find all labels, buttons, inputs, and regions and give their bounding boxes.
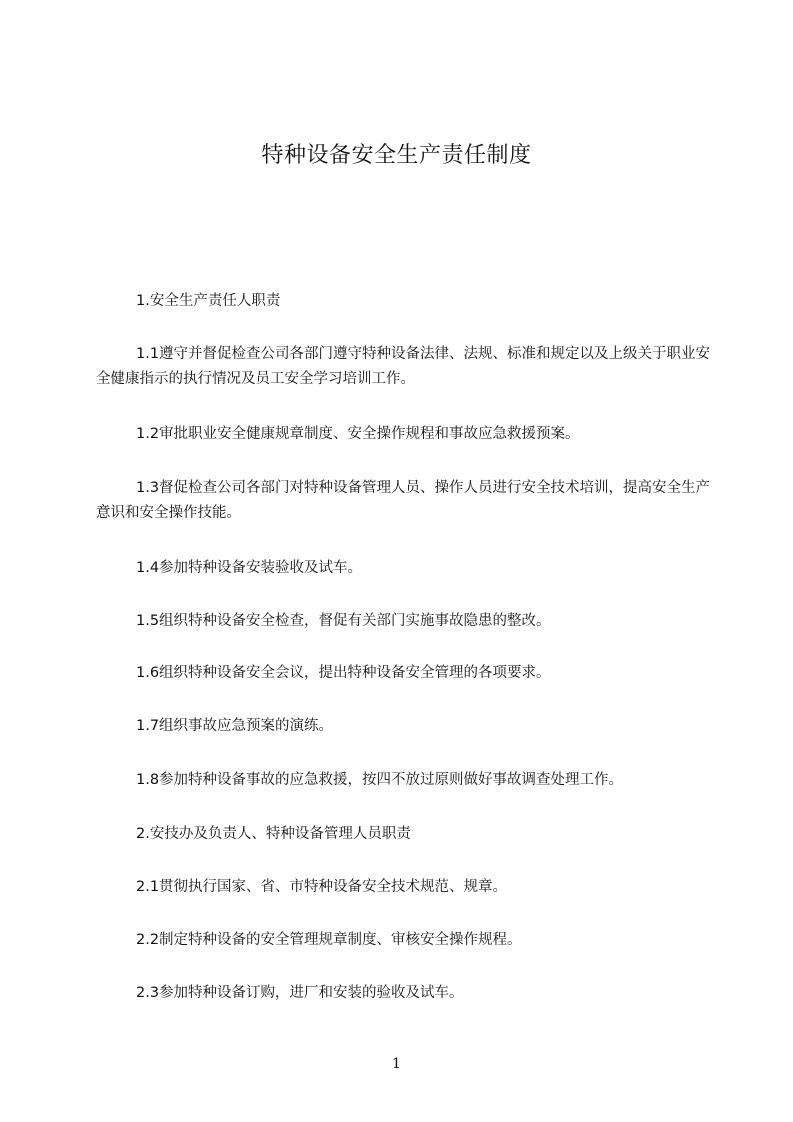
paragraph-1-8: 1.8参加特种设备事故的应急救援，按四不放过原则做好事故调查处理工作。 <box>136 772 624 788</box>
paragraph-1-2: 1.2审批职业安全健康规章制度、安全操作规程和事故应急救援预案。 <box>136 426 580 442</box>
paragraph-1-3: 1.3督促检查公司各部门对特种设备管理人员、操作人员进行安全技术培训，提高安全生产意识和安全操作技能。 <box>96 480 711 521</box>
paragraph-1-1: 1.1遵守并督促检查公司各部门遵守特种设备法律、法规、标准和规定以及上级关于职业安全健康指示的执行情况及员工安全学习培训工作。 <box>96 346 711 387</box>
paragraph-2-1: 2.1贯彻执行国家、省、市特种设备安全技术规范、规章。 <box>136 879 508 895</box>
paragraph-1-4: 1.4参加特种设备安装验收及试车。 <box>136 560 363 576</box>
paragraph-1-7: 1.7组织事故应急预案的演练。 <box>136 718 334 734</box>
paragraph-1-5: 1.5组织特种设备安全检查，督促有关部门实施事故隐患的整改。 <box>136 613 551 629</box>
paragraph-1-6: 1.6组织特种设备安全会议，提出特种设备安全管理的各项要求。 <box>136 665 551 681</box>
paragraph-2-3: 2.3参加特种设备订购，进厂和安装的验收及试车。 <box>136 985 464 1001</box>
document-title: 特种设备安全生产责任制度 <box>261 143 532 168</box>
page-number: 1 <box>392 1056 401 1072</box>
paragraph-2: 2.安技办及负责人、特种设备管理人员职责 <box>136 826 411 842</box>
paragraph-1: 1.安全生产责任人职责 <box>136 293 281 309</box>
paragraph-2-2: 2.2制定特种设备的安全管理规章制度、审核安全操作规程。 <box>136 932 522 948</box>
